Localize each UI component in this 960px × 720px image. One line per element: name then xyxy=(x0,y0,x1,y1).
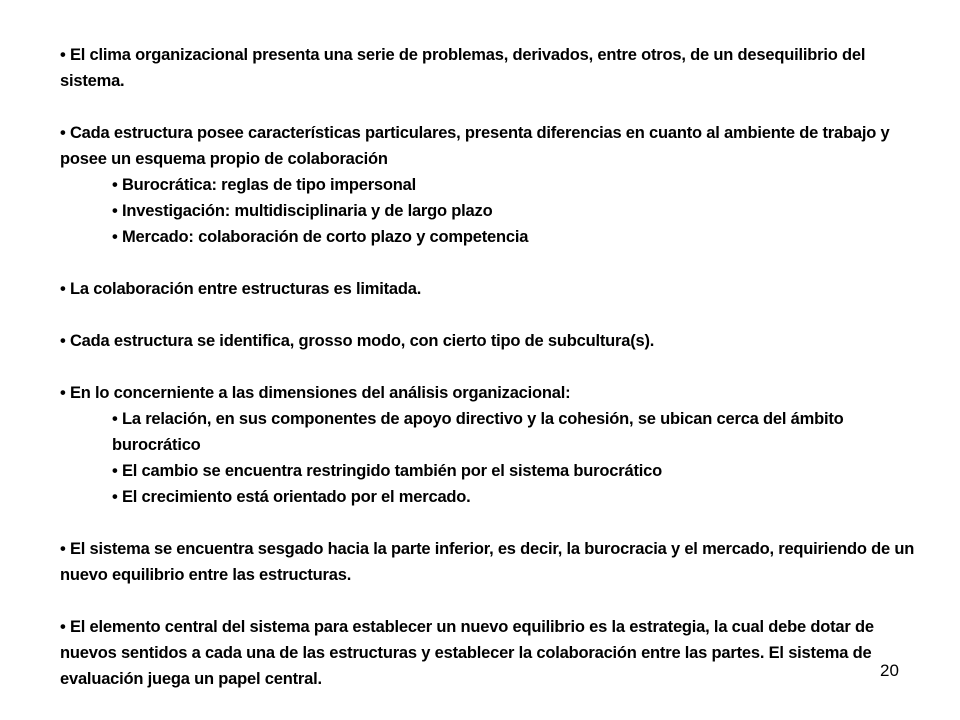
sub-bullet-burocratica: • Burocrática: reglas de tipo impersonal xyxy=(112,176,417,194)
spacer xyxy=(60,250,920,276)
spacer xyxy=(60,510,920,536)
sub-bullet-cambio: • El cambio se encuentra restringido también por el sistema burocrático xyxy=(112,462,662,480)
sub-bullet-investigacion: • Investigación: multidisciplinaria y de largo plazo xyxy=(112,202,493,220)
sub-bullet-crecimiento: • El crecimiento está orientado por el mercado. xyxy=(112,488,471,506)
bullet-clima: • El clima organizacional presenta una serie de problemas, derivados, entre otros, de un desequilibrio del sistema. xyxy=(60,46,866,90)
spacer xyxy=(60,588,920,614)
slide-body xyxy=(60,42,920,692)
sub-bullet-mercado: • Mercado: colaboración de corto plazo y competencia xyxy=(112,228,529,246)
bullet-estructura-caracteristicas: • Cada estructura posee características particulares, presenta diferencias en cuanto al ambiente de trabajo y posee un esquema propio de colaboración xyxy=(60,124,890,168)
spacer xyxy=(60,94,920,120)
bullet-sistema-sesgado: • El sistema se encuentra sesgado hacia la parte inferior, es decir, la burocracia y el mercado, requiriendo de un nuevo equilibrio entre las estructuras. xyxy=(60,540,915,584)
bullet-elemento-central: • El elemento central del sistema para establecer un nuevo equilibrio es la estrategia, la cual debe dotar de nuevos sentidos a cada una de las estructuras y establecer la colaboración entre las partes. El sistema de evaluación juega un papel central. xyxy=(60,618,874,688)
bullet-colaboracion-limitada: • La colaboración entre estructuras es limitada. xyxy=(60,280,422,298)
bullet-subcultura: • Cada estructura se identifica, grosso modo, con cierto tipo de subcultura(s). xyxy=(60,332,655,350)
page-number: 20 xyxy=(880,661,899,680)
sub-bullet-relacion: • La relación, en sus componentes de apoyo directivo y la cohesión, se ubican cerca del ámbito burocrático xyxy=(112,410,844,454)
bullet-dimensiones: • En lo concerniente a las dimensiones del análisis organizacional: xyxy=(60,384,571,402)
spacer xyxy=(60,354,920,380)
spacer xyxy=(60,302,920,328)
